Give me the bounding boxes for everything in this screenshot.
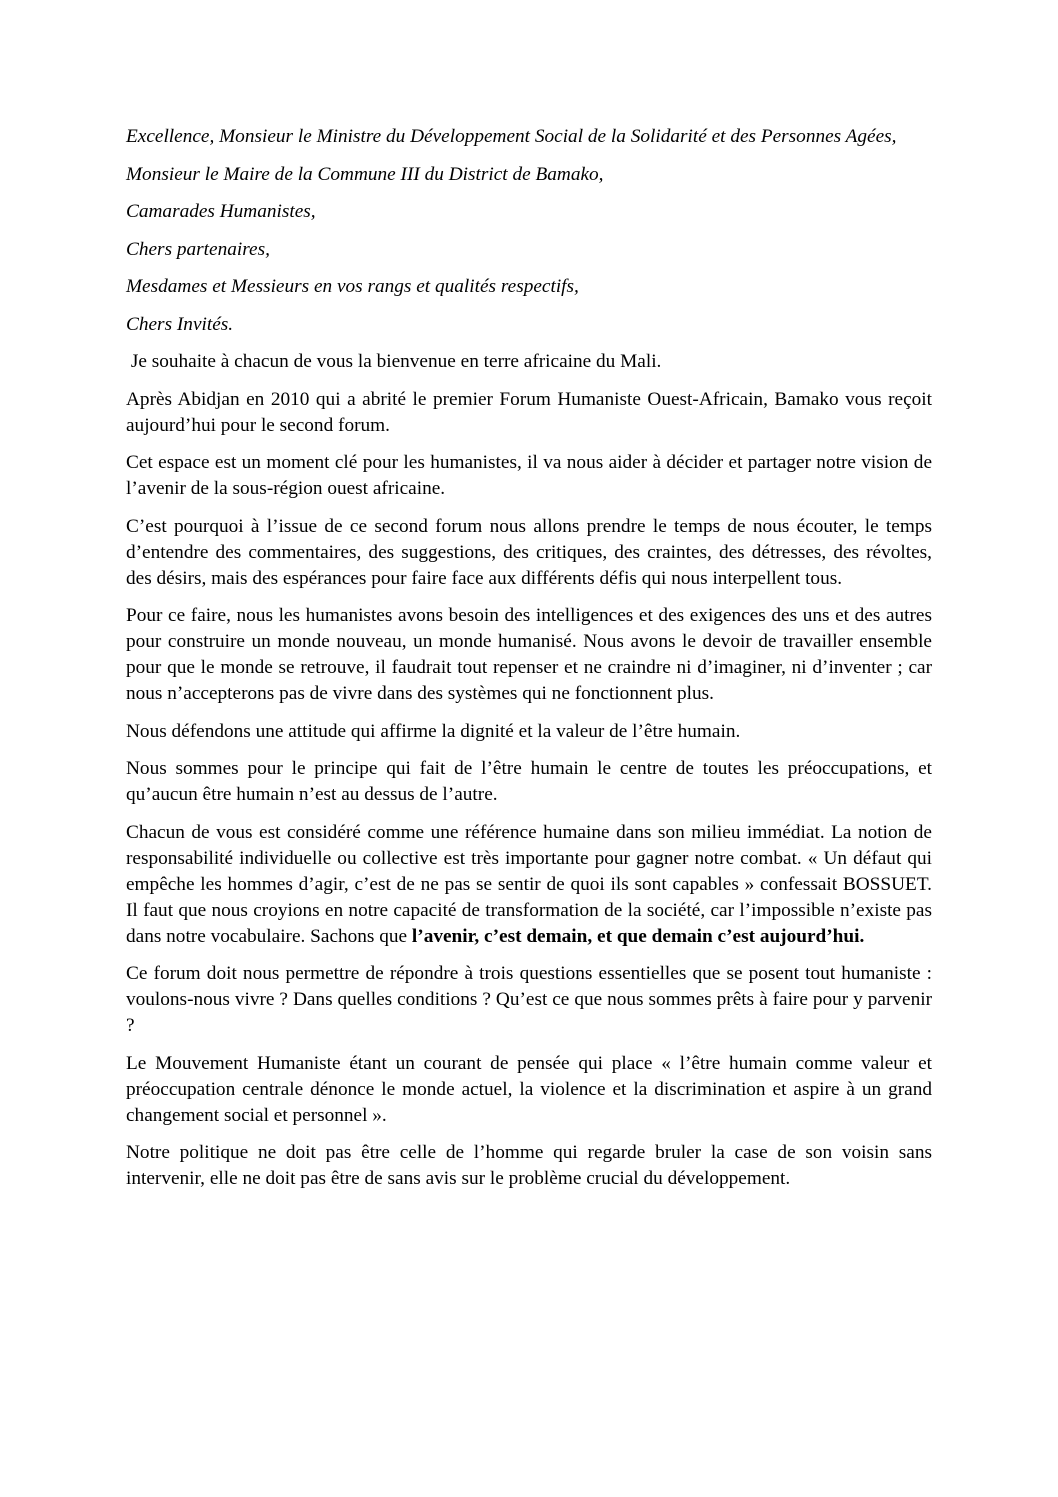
paragraph-chacun (126, 820, 932, 950)
paragraph-welcome: Je souhaite à chacun de vous la bienvenue en terre africaine du Mali. (126, 351, 662, 372)
paragraph-mouvement: Le Mouvement Humaniste étant un courant de pensée qui place « l’être humain comme valeur et préoccupation centrale dénonce le monde actuel, la violence et la discrimination et aspire à un grand changement social et personnel ». (126, 1052, 932, 1126)
paragraph-espace: Cet espace est un moment clé pour les humanistes, il va nous aider à décider et partager notre vision de l’avenir de la sous-région ouest africaine. (126, 452, 932, 499)
paragraph-pour-ce-faire: Pour ce faire, nous les humanistes avons besoin des intelligences et des exigences des uns et des autres pour construire un monde nouveau, un monde humanisé. Nous avons le devoir de travailler ensemble pour que le monde se retrouve, il faudrait tout repenser et ne craindre ni d’imaginer, ni d’inventer ; car nous n’accepterons pas de vivre dans des systèmes qui ne fonctionnent plus. (126, 605, 932, 704)
salutation-partners: Chers partenaires, (126, 238, 270, 260)
paragraph-chacun-text: Chacun de vous est considéré comme une référence humaine dans son milieu immédiat. La notion de responsabilité individuelle ou collective est très importante pour gagner notre combat. « Un défaut qui empêche les hommes d’agir, c’est de ne pas se sentir de quoi ils sont capables » confessait BOSSUET. Il faut que nous croyions en notre capacité de transformation de la société, car l’impossible n’existe pas dans notre vocabulaire. Sachons que (126, 821, 932, 947)
salutation-minister: Excellence, Monsieur le Ministre du Développement Social de la Solidarité et des Personnes Agées, (126, 126, 897, 147)
paragraph-abidjan: Après Abidjan en 2010 qui a abrité le premier Forum Humaniste Ouest-Africain, Bamako vous reçoit aujourd’hui pour le second forum. (126, 388, 932, 436)
paragraph-chacun-emphasis: l’avenir, c’est demain, et que demain c’est aujourd’hui. (411, 925, 865, 947)
salutation-comrades: Camarades Humanistes, (126, 201, 316, 222)
salutation-mayor: Monsieur le Maire de la Commune III du District de Bamako, (126, 163, 604, 185)
salutation-guests: Chers Invités. (126, 313, 234, 335)
paragraph-forum: Ce forum doit nous permettre de répondre à trois questions essentielles que se posent tout humaniste : voulons-nous vivre ? Dans quelles conditions ? Qu’est ce que nous sommes prêts à faire pour y parvenir ? (126, 963, 932, 1036)
salutation-ladies-gentlemen: Mesdames et Messieurs en vos rangs et qualités respectifs, (126, 276, 579, 297)
document-page (126, 124, 932, 1204)
paragraph-defendons: Nous défendons une attitude qui affirme la dignité et la valeur de l’être humain. (126, 720, 741, 742)
paragraph-pourquoi: C’est pourquoi à l’issue de ce second forum nous allons prendre le temps de nous écouter, le temps d’entendre des commentaires, des suggestions, des critiques, des craintes, des détresses, des révoltes, des désirs, mais des espérances pour faire face aux différents défis qui nous interpellent tous. (126, 515, 932, 589)
paragraph-principe: Nous sommes pour le principe qui fait de l’être humain le centre de toutes les préoccupations, et qu’aucun être humain n’est au dessus de l’autre. (126, 758, 932, 805)
paragraph-politique: Notre politique ne doit pas être celle de l’homme qui regarde bruler la case de son voisin sans intervenir, elle ne doit pas être de sans avis sur le problème crucial du développement. (126, 1142, 932, 1189)
